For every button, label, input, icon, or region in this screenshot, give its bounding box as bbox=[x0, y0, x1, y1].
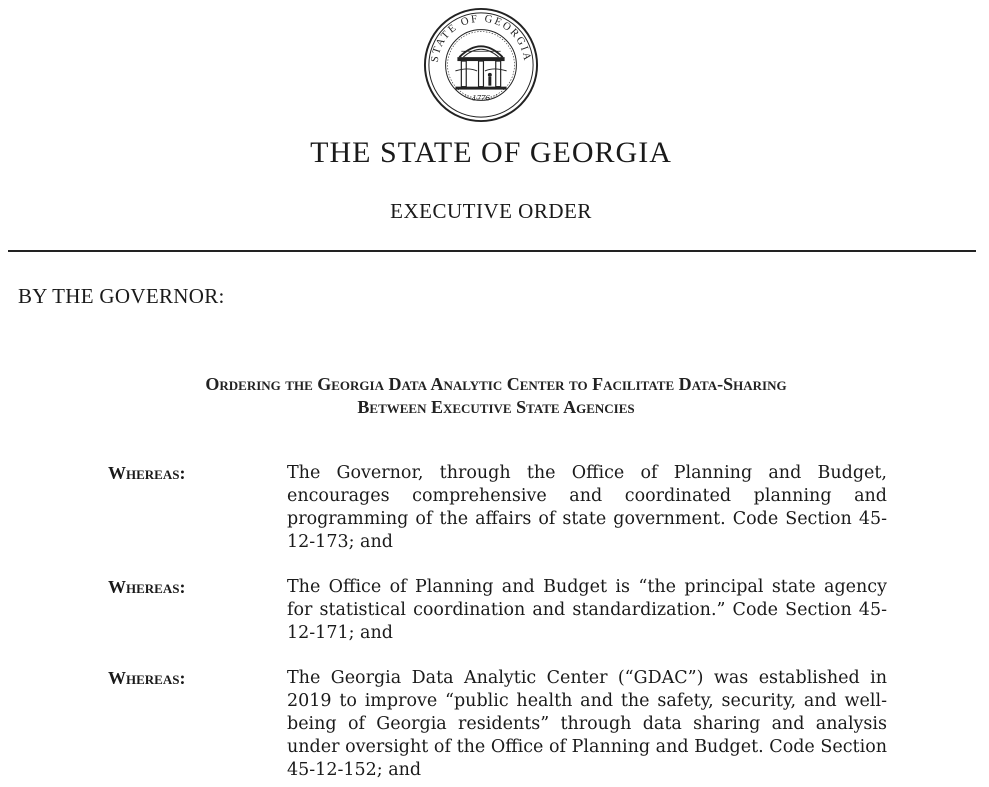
order-subject-line-1: Ordering the Georgia Data Analytic Center to Facilitate Data-Sharing bbox=[205, 374, 787, 394]
header-divider bbox=[8, 250, 976, 252]
svg-text:STATE OF GEORGIA: STATE OF GEORGIA bbox=[428, 12, 534, 64]
whereas-label: Whereas: bbox=[108, 577, 186, 597]
svg-text:1776: 1776 bbox=[472, 92, 490, 103]
whereas-label: Whereas: bbox=[108, 668, 186, 688]
order-subject-line-2: Between Executive State Agencies bbox=[357, 397, 635, 417]
whereas-text: The Georgia Data Analytic Center (“GDAC”) was established in 2019 to improve “public health and the safety, security, and well-being of Georgia residents” through data sharing and analysis under oversight of the Office of Planning and Budget. Code Section 45-12-152; and bbox=[287, 668, 887, 780]
georgia-state-seal-icon bbox=[422, 6, 540, 124]
whereas-text: The Office of Planning and Budget is “the principal state agency for statistical coordination and standardization.” Code Section 45-12-171; and bbox=[287, 577, 887, 643]
document-type-heading: EXECUTIVE ORDER bbox=[390, 199, 592, 223]
whereas-text: The Governor, through the Office of Planning and Budget, encourages comprehensive and coordinated planning and programming of the affairs of state government. Code Section 45-12-173; and bbox=[287, 463, 887, 552]
page-title: THE STATE OF GEORGIA bbox=[310, 136, 672, 169]
whereas-label: Whereas: bbox=[108, 463, 186, 483]
issuer-line: BY THE GOVERNOR: bbox=[18, 284, 225, 308]
order-subject bbox=[100, 373, 892, 419]
